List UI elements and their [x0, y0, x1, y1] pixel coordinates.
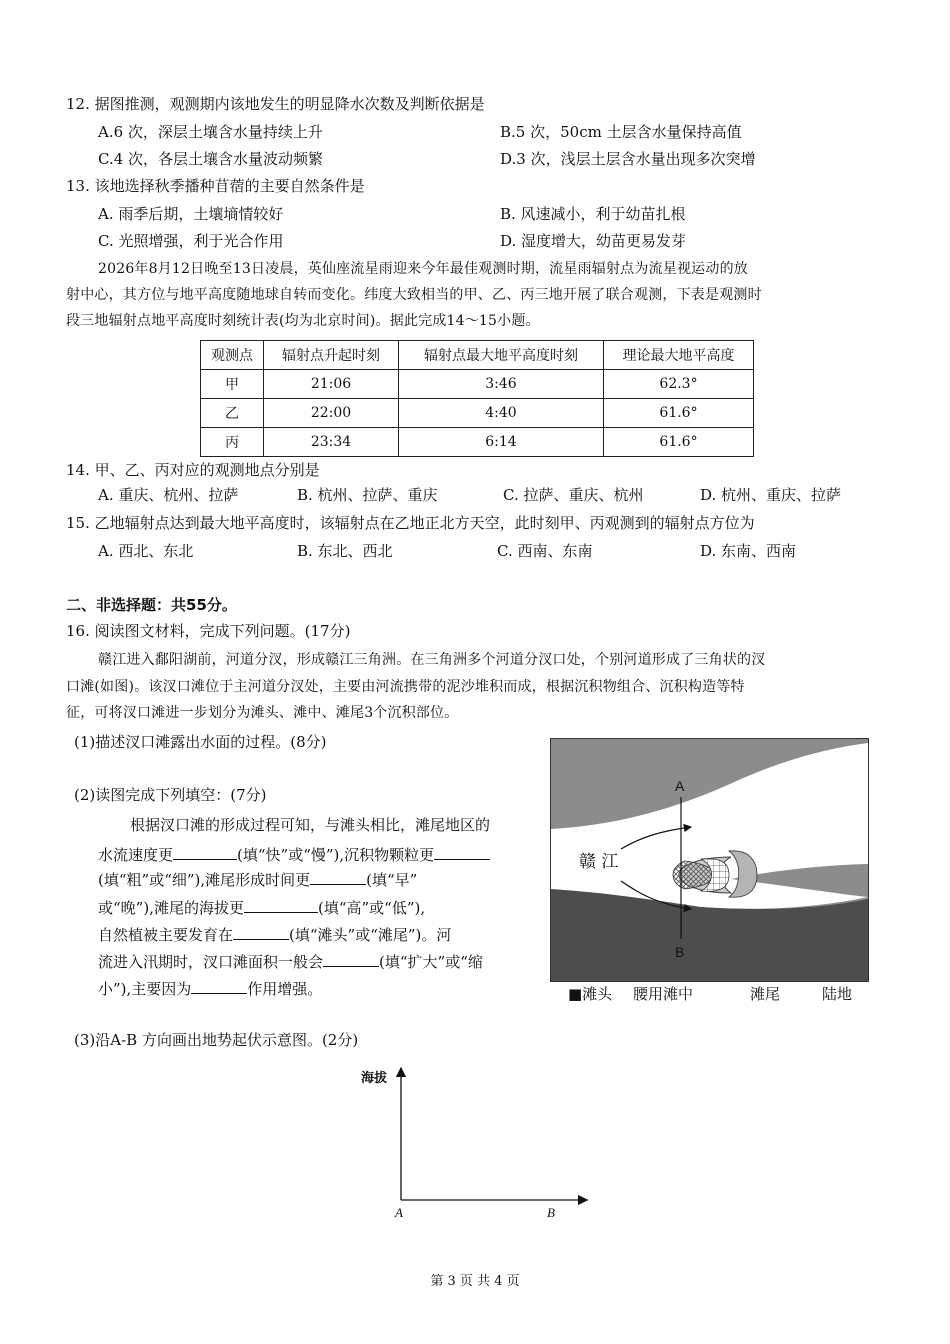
answer-blank[interactable]: [323, 950, 379, 967]
answer-blank[interactable]: [434, 843, 490, 860]
q12-option-a: A.6 次，深层土壤含水量持续上升: [98, 123, 323, 141]
fill-text: 或“晚”),滩尾的海拔更: [98, 899, 244, 917]
table-row: [201, 399, 754, 428]
fill-text: (填“粗”或“细”),滩尾形成时间更: [98, 871, 311, 889]
fill-text: 流进入汛期时，汊口滩面积一般会: [98, 953, 324, 971]
page-number: 3: [447, 1274, 456, 1289]
q13-option-c: C. 光照增强，利于光合作用: [98, 232, 284, 250]
legend-land: 陆地: [822, 985, 853, 1003]
fill-text: 自然植被主要发育在: [98, 926, 234, 944]
page-total: 4: [494, 1274, 503, 1289]
table-cell: 62.3°: [604, 370, 754, 399]
answer-blank[interactable]: [191, 977, 247, 994]
fill-line-2: [98, 843, 490, 865]
label-b: B: [675, 944, 685, 960]
legend-head: ■滩头: [568, 985, 613, 1003]
q16-sub-3: (3)沿A-B 方向画出地势起伏示意图。(2分): [74, 1031, 359, 1049]
q12-option-b: B.5 次，50cm 土层含水量保持高值: [500, 123, 742, 141]
table-cell: 甲: [201, 370, 264, 399]
q16-para-2: 口滩(如图)。该汊口滩位于主河道分汊处，主要由河流携带的泥沙堆积而成，根据沉积物组合、沉积构造等特: [66, 679, 745, 695]
table-header: 辐射点升起时刻: [264, 341, 399, 370]
section-heading: 二、非选择题：共55分。: [66, 596, 237, 614]
terrain-sketch-axes: [355, 1060, 600, 1220]
q13-option-b: B. 风速减小，利于幼苗扎根: [500, 205, 686, 223]
fill-text: 水流速度更: [98, 846, 174, 864]
q15-option-c: C. 西南、东南: [497, 542, 593, 560]
q14-option-b: B. 杭州、拉萨、重庆: [297, 486, 438, 504]
fill-text: (填“扩大”或“缩: [379, 953, 483, 971]
q15-option-b: B. 东北、西北: [297, 542, 393, 560]
table-cell: 丙: [201, 428, 264, 457]
fill-line-5: [98, 923, 451, 945]
q13-stem: 13. 该地选择秋季播种苜蓿的主要自然条件是: [66, 177, 365, 195]
q12-option-d: D.3 次，浅层土层含水量出现多次突增: [500, 150, 756, 168]
q14-stem: 14. 甲、乙、丙对应的观测地点分别是: [66, 461, 320, 479]
q14-option-d: D. 杭州、重庆、拉萨: [700, 486, 842, 504]
q15-stem: 15. 乙地辐射点达到最大地平高度时，该辐射点在乙地正北方天空，此时刻甲、丙观测到的辐射点方位为: [66, 514, 755, 532]
river-bar-map: [551, 739, 868, 981]
footer-text: 页: [506, 1274, 520, 1289]
end-label: B: [547, 1205, 555, 1220]
fill-text: (填“早”: [366, 871, 418, 889]
q14-option-c: C. 拉萨、重庆、杭州: [503, 486, 644, 504]
answer-blank[interactable]: [310, 868, 366, 885]
origin-label: A: [395, 1205, 403, 1220]
river-name: 赣 江: [579, 852, 619, 872]
table-header: 理论最大地平高度: [604, 341, 754, 370]
table-header: 辐射点最大地平高度时刻: [399, 341, 604, 370]
legend-middle: 腰用滩中: [633, 985, 694, 1003]
q16-sub-1: (1)描述汊口滩露出水面的过程。(8分): [74, 733, 327, 751]
answer-blank[interactable]: [233, 923, 289, 940]
observation-table: [200, 340, 754, 457]
label-a: A: [675, 778, 685, 794]
fill-line-3: [98, 868, 417, 890]
material-line-3: 段三地辐射点地平高度时刻统计表(均为北京时间)。据此完成14～15小题。: [66, 313, 540, 329]
table-cell: 3:46: [399, 370, 604, 399]
answer-blank[interactable]: [244, 896, 318, 913]
fill-text: (填“快”或“慢”),沉积物颗粒更: [237, 846, 435, 864]
fill-text: (填“滩头”或“滩尾”)。河: [289, 926, 452, 944]
table-header-row: [201, 341, 754, 370]
footer-text: 第: [430, 1274, 444, 1289]
table-cell: 6:14: [399, 428, 604, 457]
table-cell: 61.6°: [604, 399, 754, 428]
answer-blank[interactable]: [173, 843, 237, 860]
page-footer: [0, 1270, 950, 1289]
fill-line-7: [98, 977, 322, 999]
fill-line-1: 根据汊口滩的形成过程可知，与滩头相比，滩尾地区的: [130, 816, 491, 834]
q13-option-a: A. 雨季后期，土壤墒情较好: [98, 205, 284, 223]
fill-text: (填“高”或“低”),: [317, 899, 426, 917]
fill-line-4: [98, 896, 425, 918]
table-row: [201, 370, 754, 399]
fill-line-6: [98, 950, 483, 972]
fill-text: 作用增强。: [247, 980, 323, 998]
table-cell: 22:00: [264, 399, 399, 428]
q16-para-3: 征，可将汊口滩进一步划分为滩头、滩中、滩尾3个沉积部位。: [66, 705, 459, 721]
table-cell: 4:40: [399, 399, 604, 428]
q12-stem: 12. 据图推测，观测期内该地发生的明显降水次数及判断依据是: [66, 95, 485, 113]
table-cell: 23:34: [264, 428, 399, 457]
q15-option-d: D. 东南、西南: [700, 542, 797, 560]
q12-option-c: C.4 次，各层土壤含水量波动频繁: [98, 150, 324, 168]
fill-text: 小”),主要因为: [98, 980, 192, 998]
table-cell: 乙: [201, 399, 264, 428]
q16-sub-2: (2)读图完成下列填空：(7分): [74, 786, 267, 804]
material-line-1: 2026年8月12日晚至13日凌晨，英仙座流星雨迎来今年最佳观测时期，流星雨辐射点为流星视运动的放: [98, 261, 748, 277]
q16-stem: 16. 阅读图文材料，完成下列问题。(17分): [66, 622, 351, 640]
table-row: [201, 428, 754, 457]
legend-tail: 滩尾: [750, 985, 781, 1003]
q14-option-a: A. 重庆、杭州、拉萨: [98, 486, 239, 504]
y-axis-label: 海拔: [361, 1071, 388, 1086]
q13-option-d: D. 湿度增大，幼苗更易发芽: [500, 232, 687, 250]
table-cell: 21:06: [264, 370, 399, 399]
table-cell: 61.6°: [604, 428, 754, 457]
material-line-2: 射中心，其方位与地平高度随地球自转而变化。纬度大致相当的甲、乙、丙三地开展了联合观测，下表是观测时: [66, 287, 762, 303]
table-header: 观测点: [201, 341, 264, 370]
footer-text: 页 共: [459, 1274, 491, 1289]
river-bar-figure: [550, 738, 869, 982]
q16-para-1: 赣江进入鄱阳湖前，河道分汊，形成赣江三角洲。在三角洲多个河道分汊口处，个别河道形成了三角状的汊: [98, 652, 766, 668]
q15-option-a: A. 西北、东北: [98, 542, 194, 560]
